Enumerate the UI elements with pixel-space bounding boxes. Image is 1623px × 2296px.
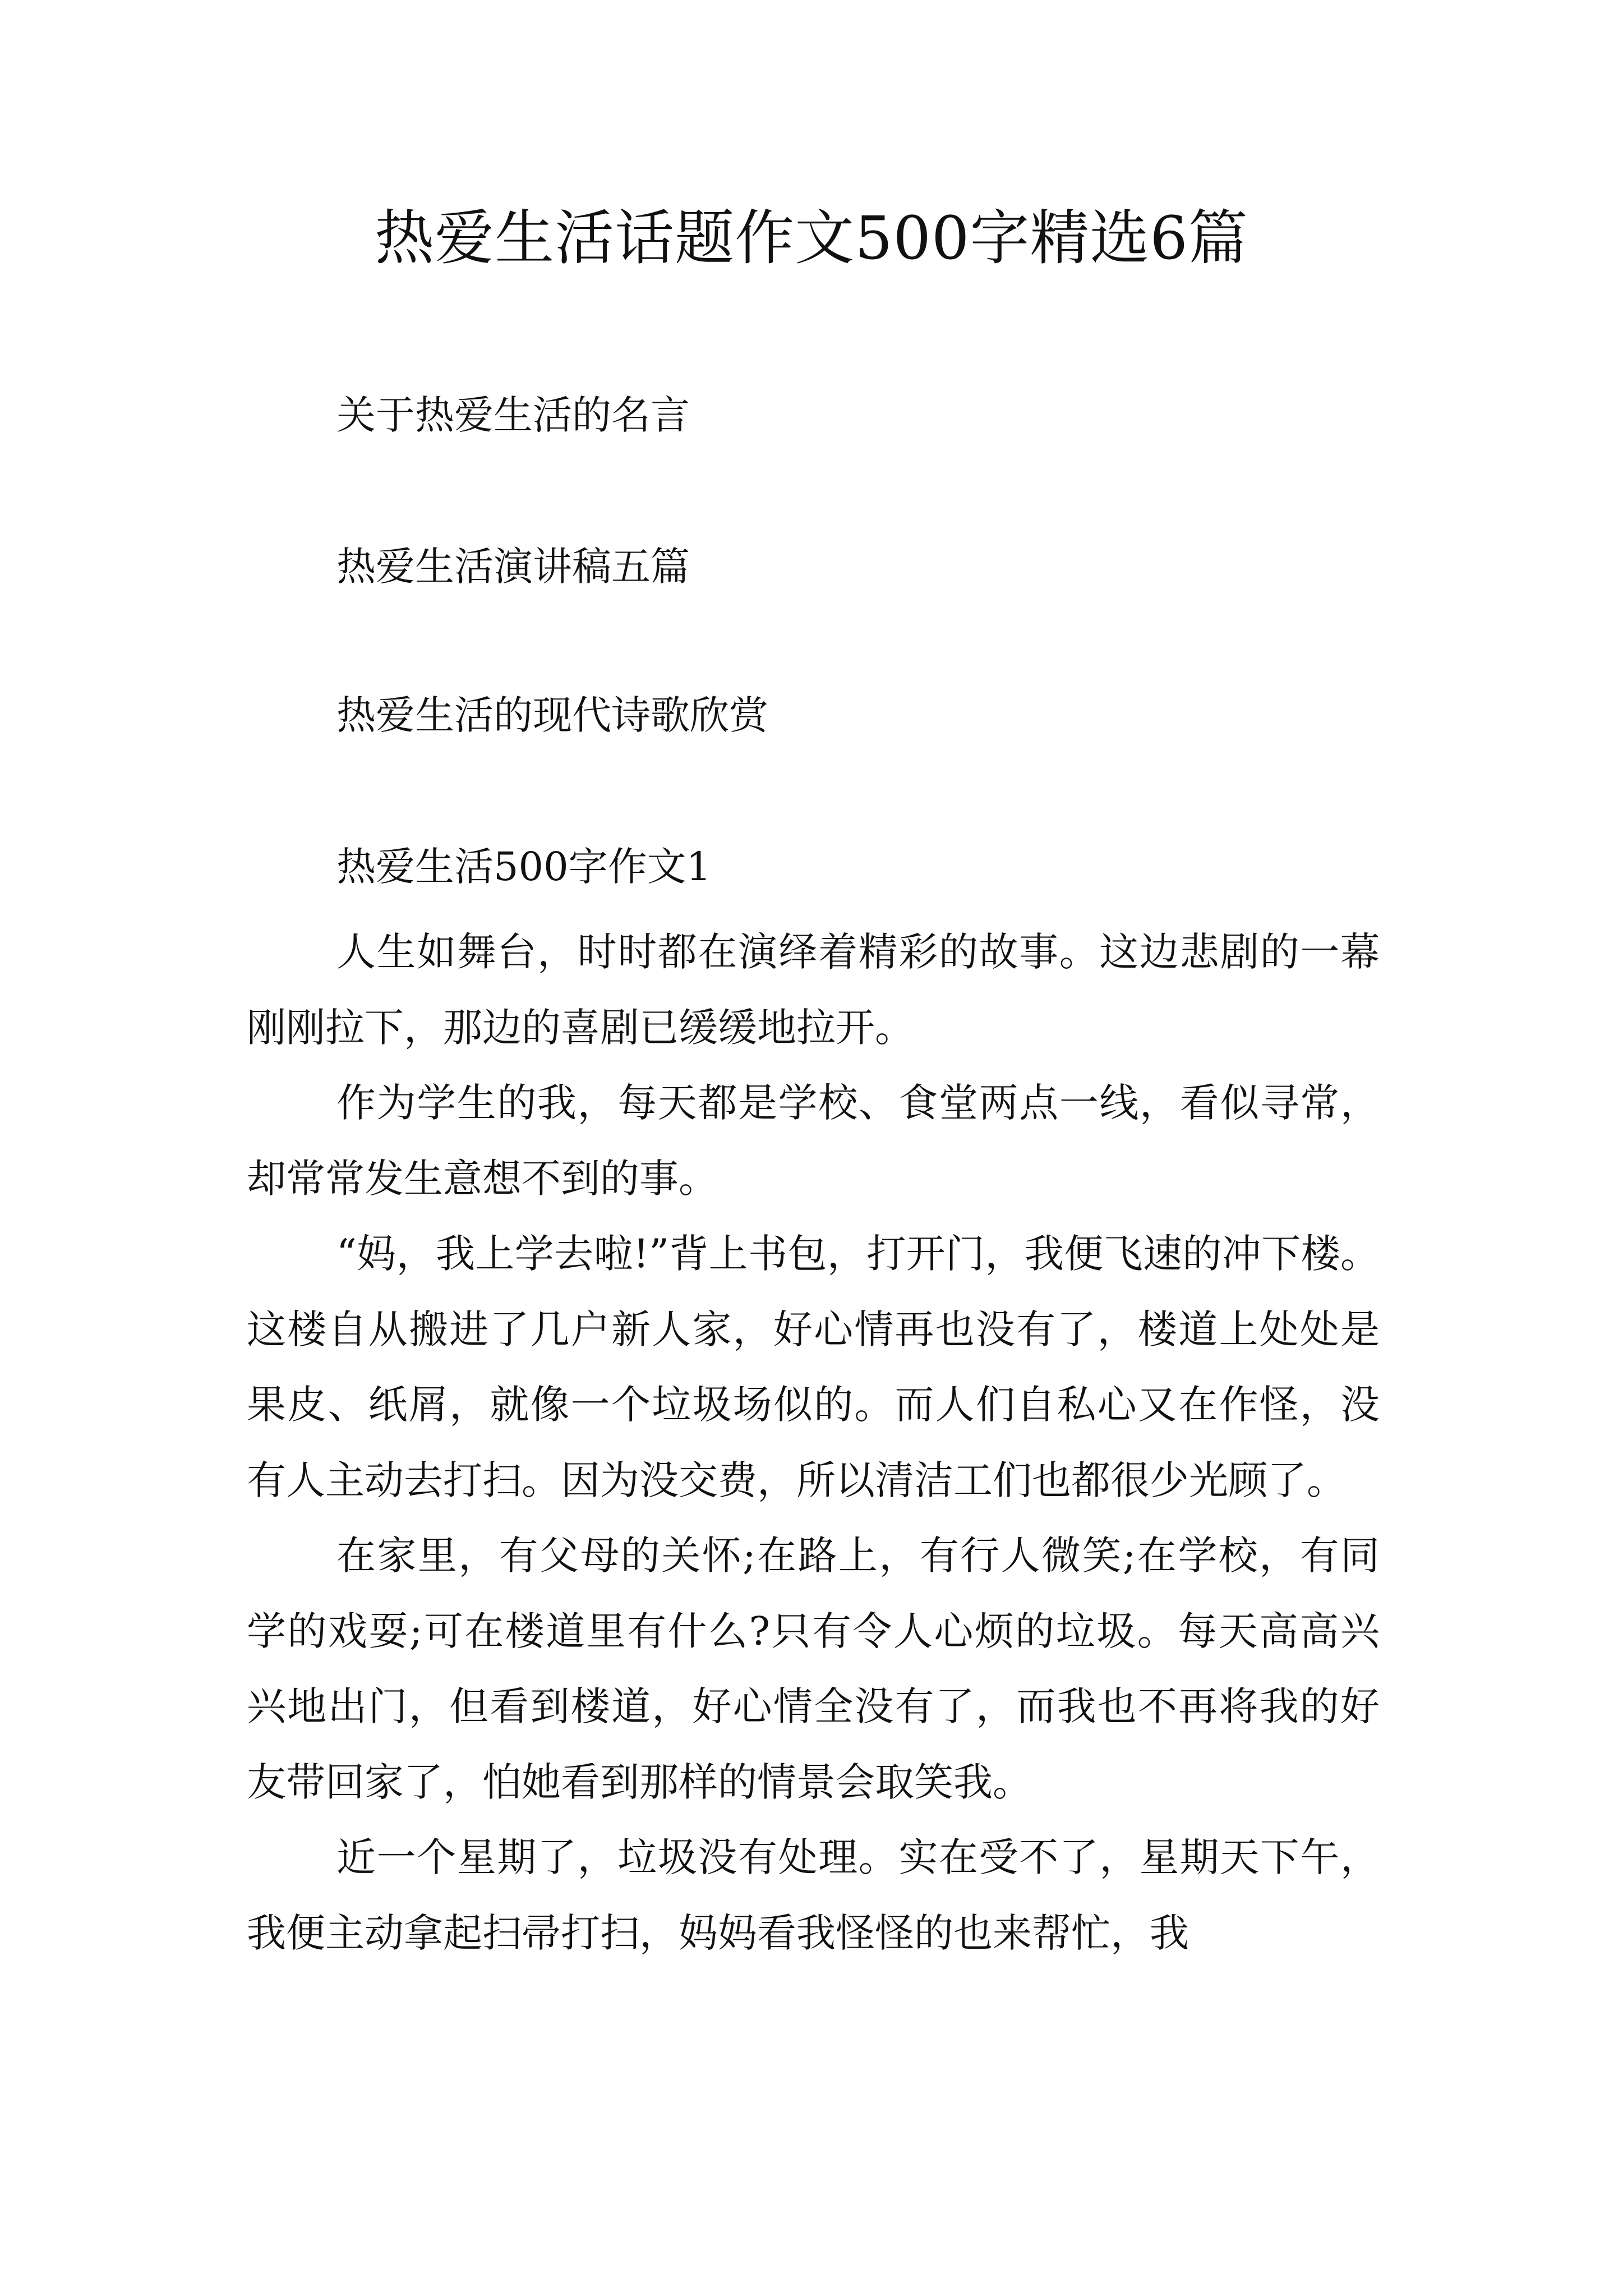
document-title: 热爱生活话题作文500字精选6篇 (375, 204, 1248, 273)
essay-paragraph: 人生如舞台，时时都在演绎着精彩的故事。这边悲剧的一幕刚刚拉下，那边的喜剧已缓缓地拉开。 (247, 929, 1380, 1051)
essay-paragraph: 在家里，有父母的关怀;在路上，有行人微笑;在学校，有同学的戏耍;可在楼道里有什么?只有令人心烦的垃圾。每天高高兴兴地出门，但看到楼道，好心情全没有了，而我也不再将我的好友带回家了，怕她看到那样的情景会取笑我。 (247, 1533, 1380, 1805)
essay-paragraph: “妈，我上学去啦!”背上书包，打开门，我便飞速的冲下楼。这楼自从搬进了几户新人家，好心情再也没有了，楼道上处处是果皮、纸屑，就像一个垃圾场似的。而人们自私心又在作怪，没有人主动去打扫。因为没交费，所以清洁工们也都很少光顾了。 (247, 1231, 1380, 1503)
essay-body (247, 914, 1380, 1971)
related-link-poetry[interactable]: 热爱生活的现代诗歌欣赏 (336, 692, 768, 738)
section-heading: 热爱生活500字作文1 (336, 844, 712, 890)
related-link-famous-quotes[interactable]: 关于热爱生活的名言 (336, 392, 690, 438)
essay-paragraph: 作为学生的我，每天都是学校、食堂两点一线，看似寻常，却常常发生意想不到的事。 (247, 1080, 1380, 1202)
essay-paragraph: 近一个星期了，垃圾没有处理。实在受不了，星期天下午，我便主动拿起扫帚打扫，妈妈看我怪怪的也来帮忙，我 (247, 1834, 1380, 1956)
related-link-speech[interactable]: 热爱生活演讲稿五篇 (336, 544, 690, 590)
